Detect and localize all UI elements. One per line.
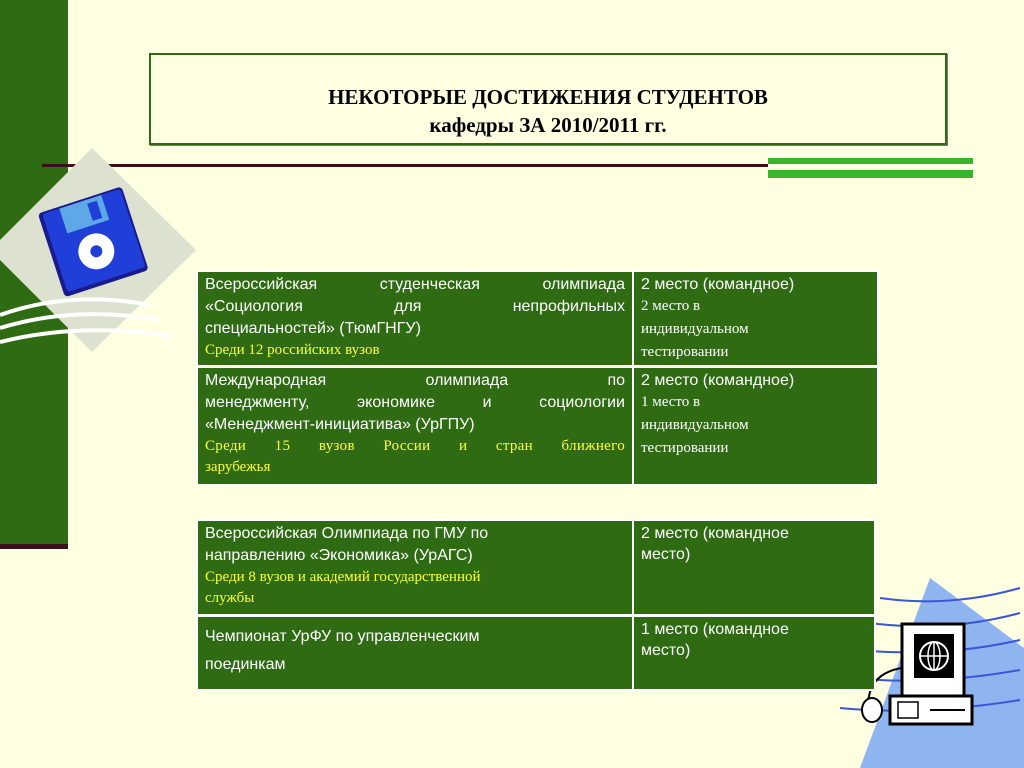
result-line: индивидуальном xyxy=(641,417,749,433)
event-note: Среди 12 российских вузов xyxy=(205,342,380,358)
event-line: Всероссийская Олимпиада по ГМУ по xyxy=(205,525,489,542)
table-row-3-event xyxy=(198,521,632,614)
event-line: специальностей» (ТюмГНГУ) xyxy=(205,320,421,337)
table-row-1-event xyxy=(198,272,632,365)
table-row-4-event xyxy=(198,617,632,689)
result-line: место) xyxy=(641,546,691,563)
event-note: Среди 15 вузов России и стран ближнего xyxy=(205,438,625,454)
result-line: 2 место в xyxy=(641,298,701,314)
result-main: 2 место (командное) xyxy=(641,276,795,293)
left-bar-bottom-edge xyxy=(0,544,68,549)
result-line: тестировании xyxy=(641,440,729,456)
result-line: 2 место (командное xyxy=(641,525,789,542)
rule-right-green xyxy=(768,158,973,180)
title-line-2: кафедры ЗА 2010/2011 гг. xyxy=(429,113,667,137)
result-main: 2 место (командное) xyxy=(641,372,795,389)
event-note: зарубежья xyxy=(205,459,271,475)
result-line: 1 место в xyxy=(641,394,701,410)
achievements-table-2 xyxy=(196,519,876,691)
table-row-4-result xyxy=(634,617,874,689)
result-line: индивидуальном xyxy=(641,321,749,337)
title-box xyxy=(149,53,947,145)
table-row-2-result xyxy=(634,368,877,484)
event-line: Чемпионат УрФУ по управленческим xyxy=(205,628,480,645)
event-line: Международная олимпиада по xyxy=(205,372,625,389)
title-line-1: НЕКОТОРЫЕ ДОСТИЖЕНИЯ СТУДЕНТОВ xyxy=(328,85,768,109)
result-line: тестировании xyxy=(641,344,729,360)
table-row-3-result xyxy=(634,521,874,614)
event-note: Среди 8 вузов и академий государственной xyxy=(205,569,481,585)
event-line: «Социология для непрофильных xyxy=(205,298,625,315)
result-line: место) xyxy=(641,642,691,659)
floppy-disk-icon xyxy=(0,140,200,360)
table-row-2-event xyxy=(198,368,632,484)
event-line: направлению «Экономика» (УрАГС) xyxy=(205,547,473,564)
achievements-table-1 xyxy=(196,270,880,486)
event-line: поединкам xyxy=(205,656,286,673)
event-line: менеджменту, экономике и социологии xyxy=(205,394,625,411)
event-line: «Менеджмент-инициатива» (УрГПУ) xyxy=(205,416,475,433)
event-note: службы xyxy=(205,590,255,606)
event-line: Всероссийская студенческая олимпиада xyxy=(205,276,625,293)
result-line: 1 место (командное xyxy=(641,621,789,638)
table-row-1-result xyxy=(634,272,877,365)
